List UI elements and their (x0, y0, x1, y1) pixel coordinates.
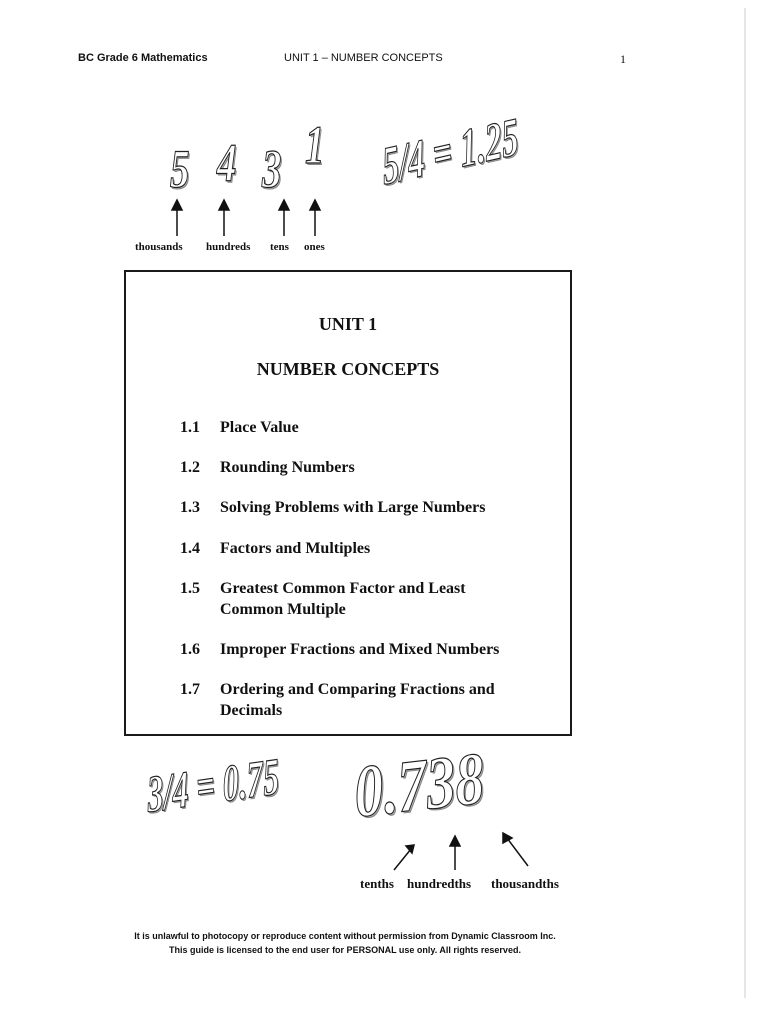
toc-item-number: 1.5 (180, 580, 200, 597)
toc-item (180, 639, 540, 660)
arrow-up-icon (310, 200, 320, 236)
footer-license-line: This guide is licensed to the end user for PERSONAL use only. All rights reserved. (169, 945, 521, 955)
arrow-up-icon (219, 200, 229, 236)
footer-copyright-line: It is unlawful to photocopy or reproduce content without permission from Dynamic Classroom Inc. (134, 931, 556, 941)
toc-item-title: Improper Fractions and Mixed Numbers (220, 641, 500, 658)
unit-subtitle: NUMBER CONCEPTS (256, 359, 440, 379)
toc-item-title: Factors and Multiples (220, 540, 371, 557)
decimal-number: 0.738 (351, 737, 487, 834)
toc-item-title: Greatest Common Factor and Least Common Multiple (220, 580, 466, 618)
place-value-digit-ones: 1 (305, 115, 325, 175)
equation-five-fourths: 5/4 = 1.25 (379, 106, 521, 197)
toc-item (180, 497, 540, 518)
toc-item (180, 417, 540, 438)
arrow-up-icon (172, 200, 182, 236)
toc-item (180, 538, 540, 559)
place-value-label-ones: ones (304, 241, 325, 253)
toc-item-number: 1.2 (180, 459, 200, 476)
decimal-label-tenths: tenths (360, 876, 394, 891)
toc-item (180, 457, 540, 478)
arrow-up-icon (450, 836, 460, 870)
place-value-label-thousands: thousands (135, 241, 183, 253)
toc-item-number: 1.3 (180, 499, 200, 516)
toc-item-title: Place Value (220, 419, 299, 436)
toc-item-number: 1.6 (180, 641, 200, 658)
page-number: 1 (620, 52, 626, 66)
place-value-label-hundreds: hundreds (206, 241, 251, 253)
decimal-label-thousandths: thousandths (491, 876, 559, 891)
arrow-up-left-icon (503, 833, 528, 866)
place-value-digit-hundreds: 4 (217, 133, 237, 193)
place-value-digit-thousands: 5 (170, 139, 190, 199)
header-unit-title: UNIT 1 – NUMBER CONCEPTS (284, 52, 443, 64)
arrow-up-right-icon (394, 845, 414, 870)
equation-three-fourths: 3/4 = 0.75 (145, 748, 281, 824)
place-value-digit-tens: 3 (262, 139, 282, 199)
toc-item-title: Rounding Numbers (220, 459, 355, 476)
header-course-title: BC Grade 6 Mathematics (78, 52, 208, 64)
decimal-label-hundredths: hundredths (407, 876, 472, 891)
unit-contents-box (124, 270, 572, 736)
unit-title: UNIT 1 (318, 314, 378, 334)
place-value-label-tens: tens (270, 241, 289, 253)
toc-item-title: Ordering and Comparing Fractions and Decimals (220, 681, 495, 719)
toc-item (180, 679, 540, 721)
toc-item-number: 1.7 (180, 681, 200, 698)
toc-item-number: 1.1 (180, 419, 200, 436)
toc-item-number: 1.4 (180, 540, 200, 557)
arrow-up-icon (279, 200, 289, 236)
toc-item-title: Solving Problems with Large Numbers (220, 499, 486, 516)
toc-item (180, 578, 510, 620)
